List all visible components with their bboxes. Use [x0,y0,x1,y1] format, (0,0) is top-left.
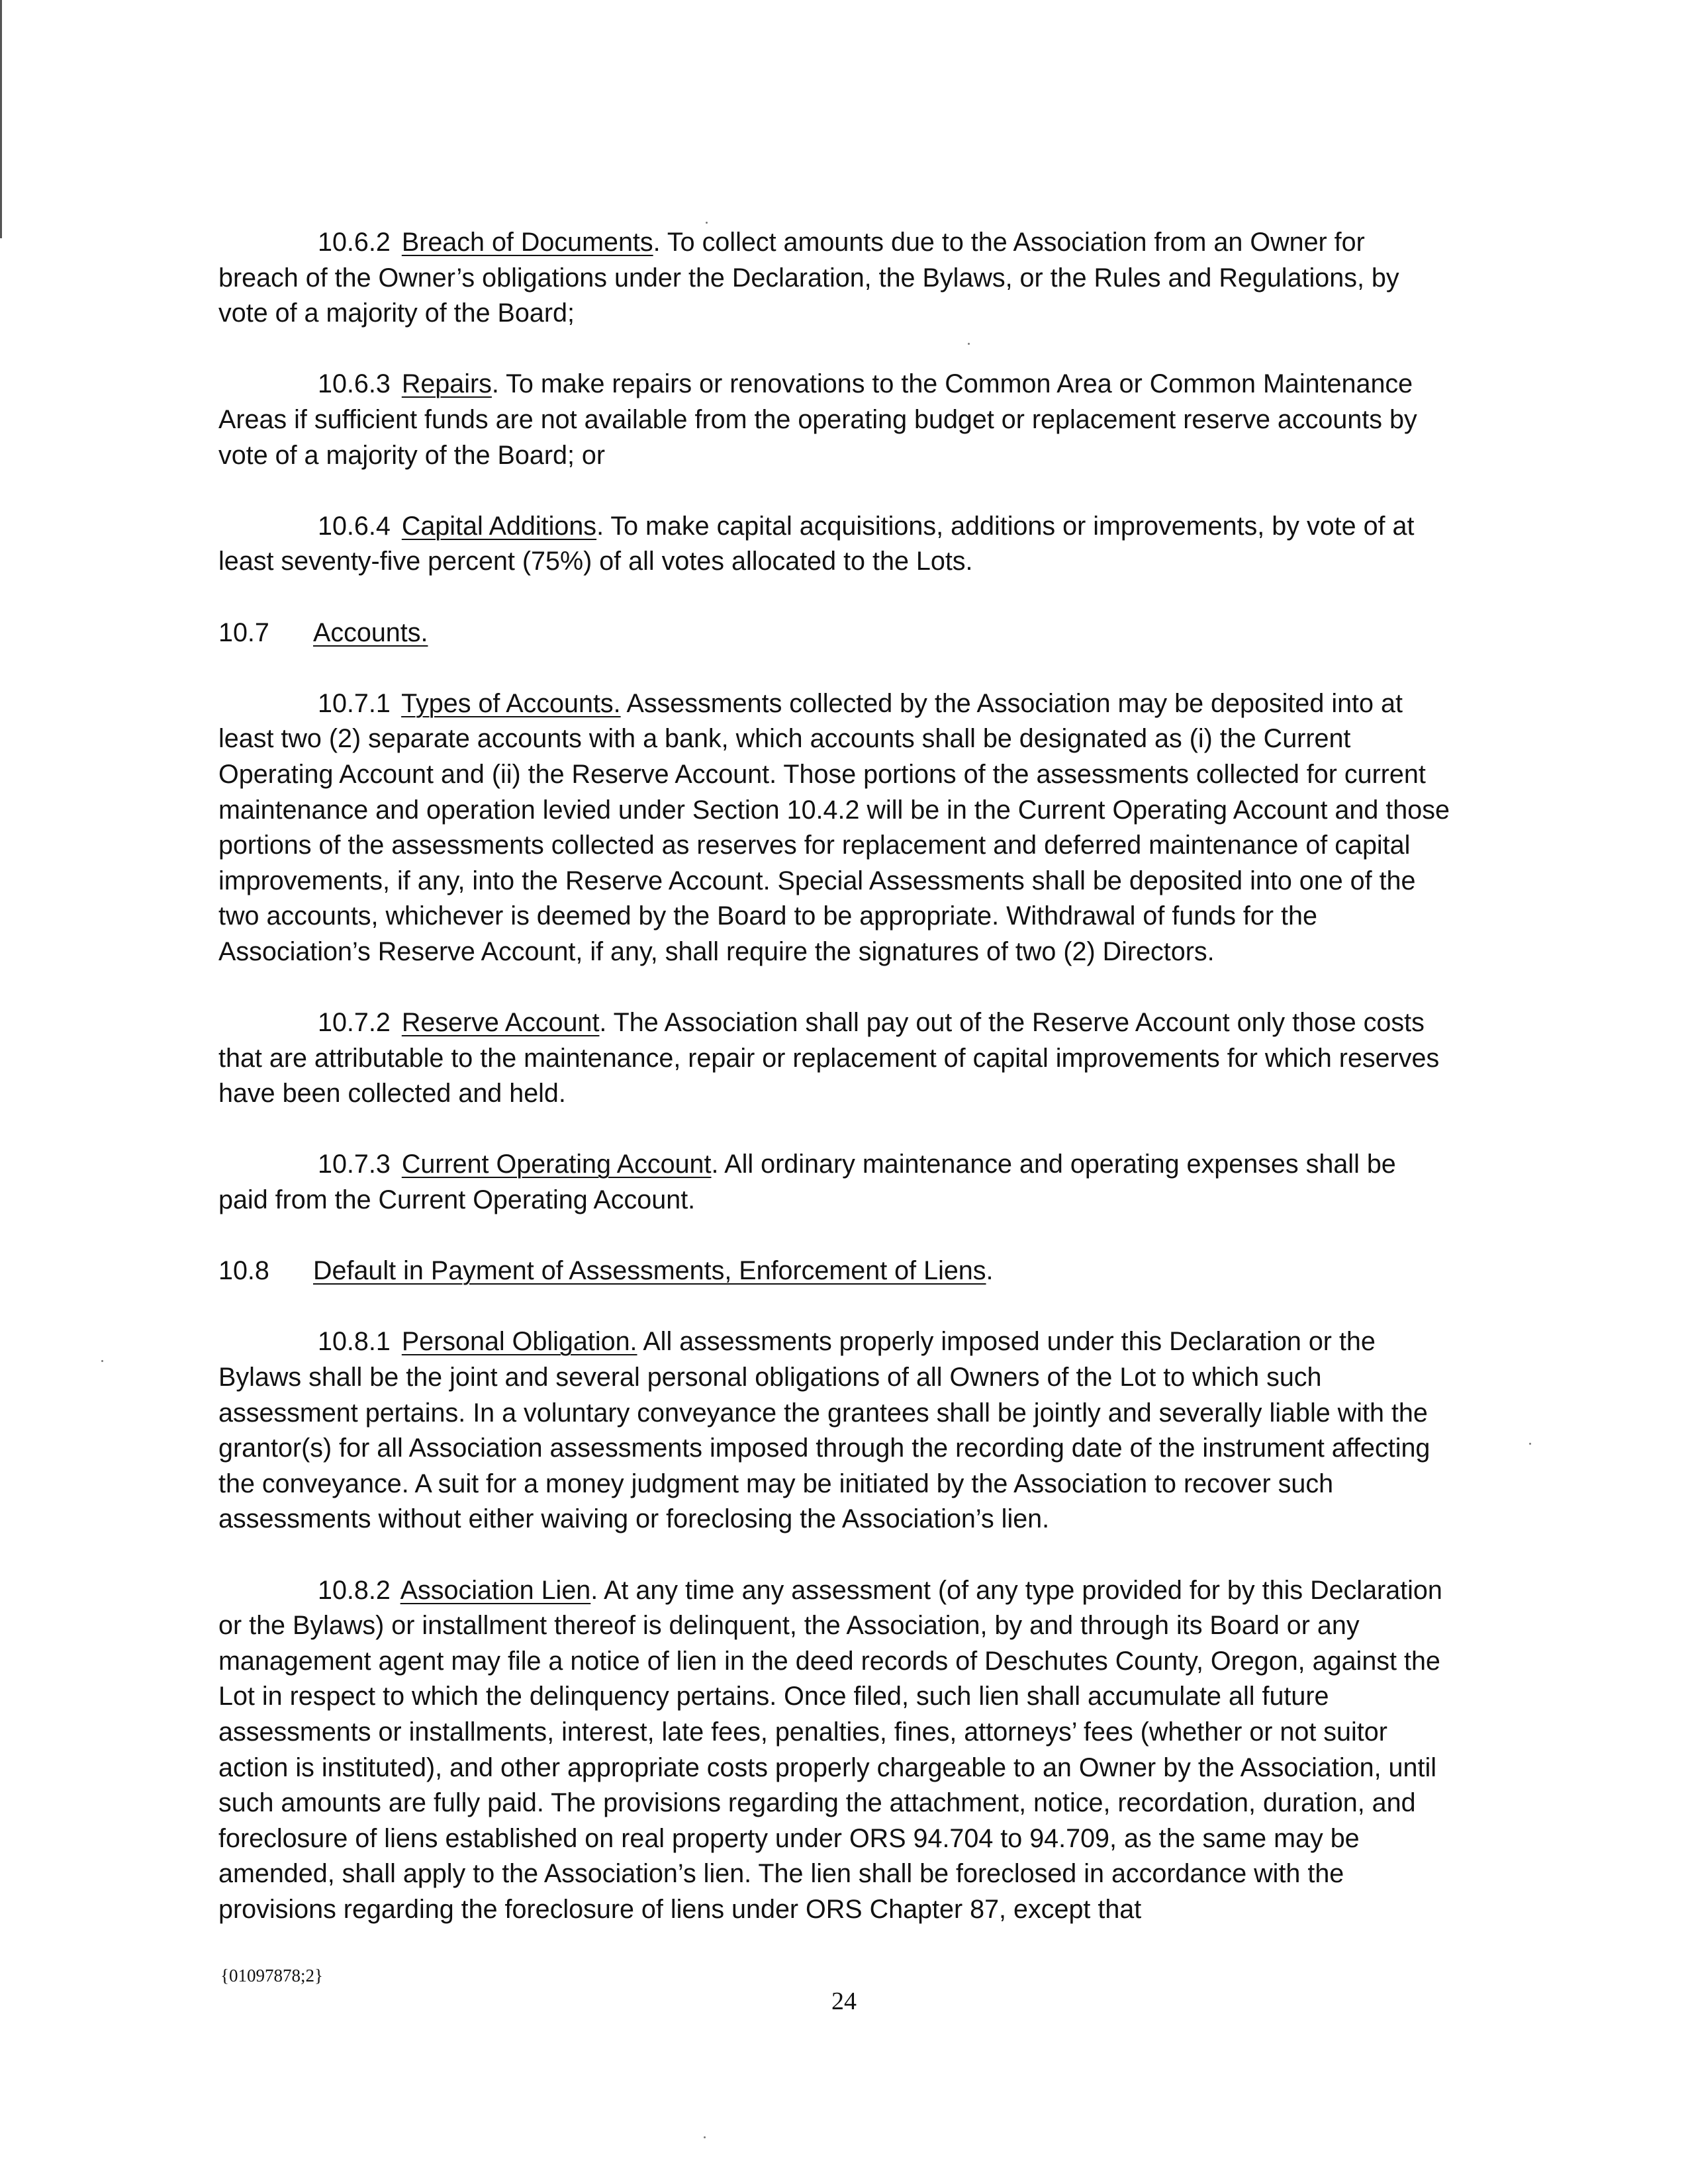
section-10-6-4 [218,509,1450,580]
scan-speck [706,222,708,224]
section-10-7-heading [218,615,1450,651]
section-10-8-heading [218,1253,1450,1289]
section-title-tail: . [599,1008,607,1038]
section-title: Default in Payment of Assessments, Enforcement of Liens [313,1256,986,1286]
section-number: 10.8.2 [318,1575,391,1605]
section-title: Capital Additions [401,511,597,541]
section-title-tail: . [491,369,499,399]
section-number: 10.6.3 [318,369,391,399]
section-number: 10.6.2 [318,228,391,257]
section-title: Breach of Documents [401,228,653,257]
section-10-7-1 [218,686,1450,970]
section-body: The Association shall pay out of the Reserve Account only those costs that are attributable to the maintenance, repair or replacement of capital improvements for which reserves have been collected and held. [218,1008,1440,1109]
section-number: 10.7.1 [318,688,391,718]
section-10-7-3 [218,1147,1450,1218]
document-body [218,225,1450,1963]
section-title-tail: . [986,1256,994,1286]
section-number: 10.8 [218,1256,269,1286]
section-10-6-2 [218,225,1450,332]
section-title-tail: . [711,1150,719,1179]
section-body: All ordinary maintenance and operating expenses shall be paid from the Current Operating Account. [218,1150,1396,1215]
section-title-tail: . [653,228,661,257]
section-number: 10.7.2 [318,1008,391,1038]
section-title-tail: . [596,511,604,541]
section-body: To make capital acquisitions, additions or improvements, by vote of at least seventy-five percent (75%) of all votes allocated to the Lots. [218,511,1415,576]
section-number: 10.7.3 [318,1150,391,1179]
section-body: Assessments collected by the Association may be deposited into at least two (2) separate accounts with a bank, which accounts shall be designated as (i) the Current Operating Account and (ii) the Reserve Account. Those portions of the assessments collected for current maintenance and operation levied under Section 10.4.2 will be in the Current Operating Account and those portions of the assessments collected as reserves for replacement and deferred maintenance of capital improvements, if any, into the Reserve Account. Special Assessments shall be deposited into one of the two accounts, whichever is deemed by the Board to be appropriate. Withdrawal of funds for the Association’s Reserve Account, if any, shall require the signatures of two (2) Directors. [218,688,1450,966]
section-body: To collect amounts due to the Association from an Owner for breach of the Owner’s obligations under the Declaration, the Bylaws, or the Rules and Regulations, by vote of a majority of the Board; [218,228,1399,328]
scan-speck [101,1360,103,1362]
section-10-8-1 [218,1324,1450,1537]
section-title: Types of Accounts. [401,688,621,718]
section-body: To make repairs or renovations to the Common Area or Common Maintenance Areas if sufficient funds are not available from the operating budget or replacement reserve accounts by vote of a majority of the Board; or [218,369,1417,470]
section-title: Reserve Account [401,1008,600,1038]
section-body: All assessments properly imposed under this Declaration or the Bylaws shall be the joint and several personal obligations of all Owners of the Lot to which such assessment pertains. In a voluntary conveyance the grantees shall be jointly and severally liable with the grantor(s) for all Association assessments imposed through the recording date of the instrument affecting the conveyance. A suit for a money judgment may be initiated by the Association to recover such assessments without either waiving or foreclosing the Association’s lien. [218,1327,1430,1534]
section-title: Accounts. [313,617,428,647]
page-number: 24 [831,1987,857,2015]
section-10-7-2 [218,1005,1450,1112]
section-title: Association Lien [400,1575,591,1605]
section-title: Personal Obligation. [401,1327,637,1357]
section-10-8-2 [218,1573,1450,1928]
section-title: Current Operating Account [401,1150,712,1179]
section-body: At any time any assessment (of any type provided for by this Declaration or the Bylaws) or installment thereof is delinquent, the Association, by and through its Board or any management agent may file a notice of lien in the deed records of Deschutes County, Oregon, against the Lot in respect to which the delinquency pertains. Once filed, such lien shall accumulate all future assessments or installments, interest, late fees, penalties, fines, attorneys’ fees (whether or not suitor action is instituted), and other appropriate costs properly chargeable to an Owner by the Association, until such amounts are fully paid. The provisions regarding the attachment, notice, recordation, duration, and foreclosure of liens established on real property under ORS 94.704 to 94.709, as the same may be amended, shall apply to the Association’s lien. The lien shall be foreclosed in accordance with the provisions regarding the foreclosure of liens under ORS Chapter 87, except that [218,1575,1442,1924]
section-number: 10.7 [218,617,269,647]
section-title-tail: . [590,1575,598,1605]
scan-edge-mark [0,0,2,238]
scan-speck [704,2136,706,2138]
scan-speck [1529,1443,1531,1445]
section-number: 10.6.4 [318,511,391,541]
section-title: Repairs [401,369,492,399]
section-number: 10.8.1 [318,1327,391,1357]
document-id: {01097878;2} [220,1966,323,1985]
section-10-6-3 [218,367,1450,473]
